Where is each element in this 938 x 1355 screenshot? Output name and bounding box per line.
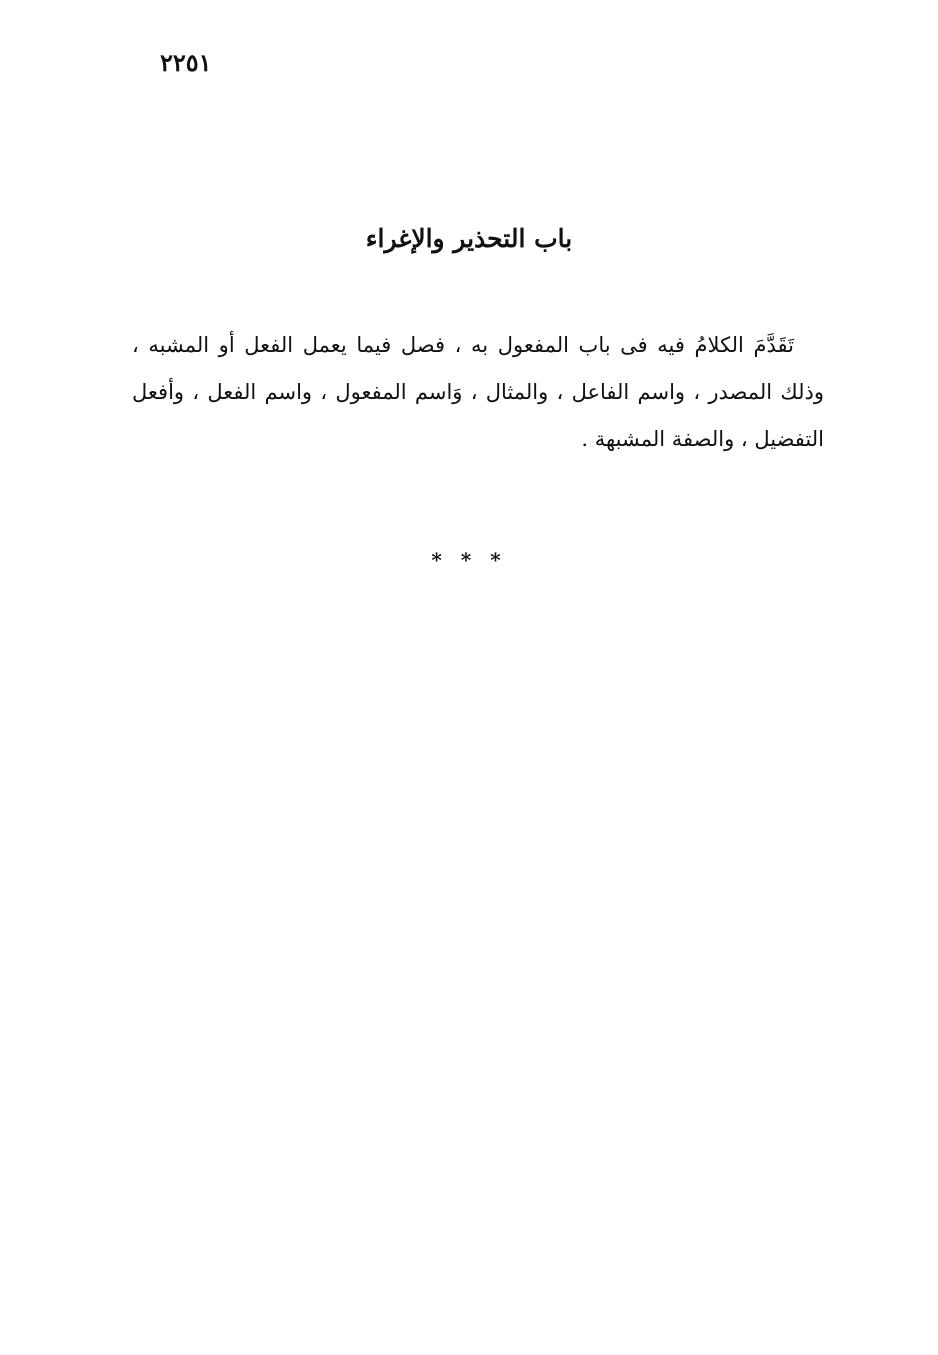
section-separator: * * * <box>431 548 507 572</box>
page-number: ٢٢٥١ <box>160 48 212 77</box>
chapter-title: باب التحذير والإغراء <box>365 224 573 253</box>
body-text <box>132 322 824 463</box>
body-paragraph: تَقَدَّمَ الكلامُ فيه فى باب المفعول به ، فصل فيما يعمل الفعل أو المشبه ، وذلك المصدر ، واسم الفاعل ، والمثال ، وَاسم المفعول ، واسم الفعل ، وأفعل التفضيل ، والصفة المشبهة . <box>132 333 824 451</box>
